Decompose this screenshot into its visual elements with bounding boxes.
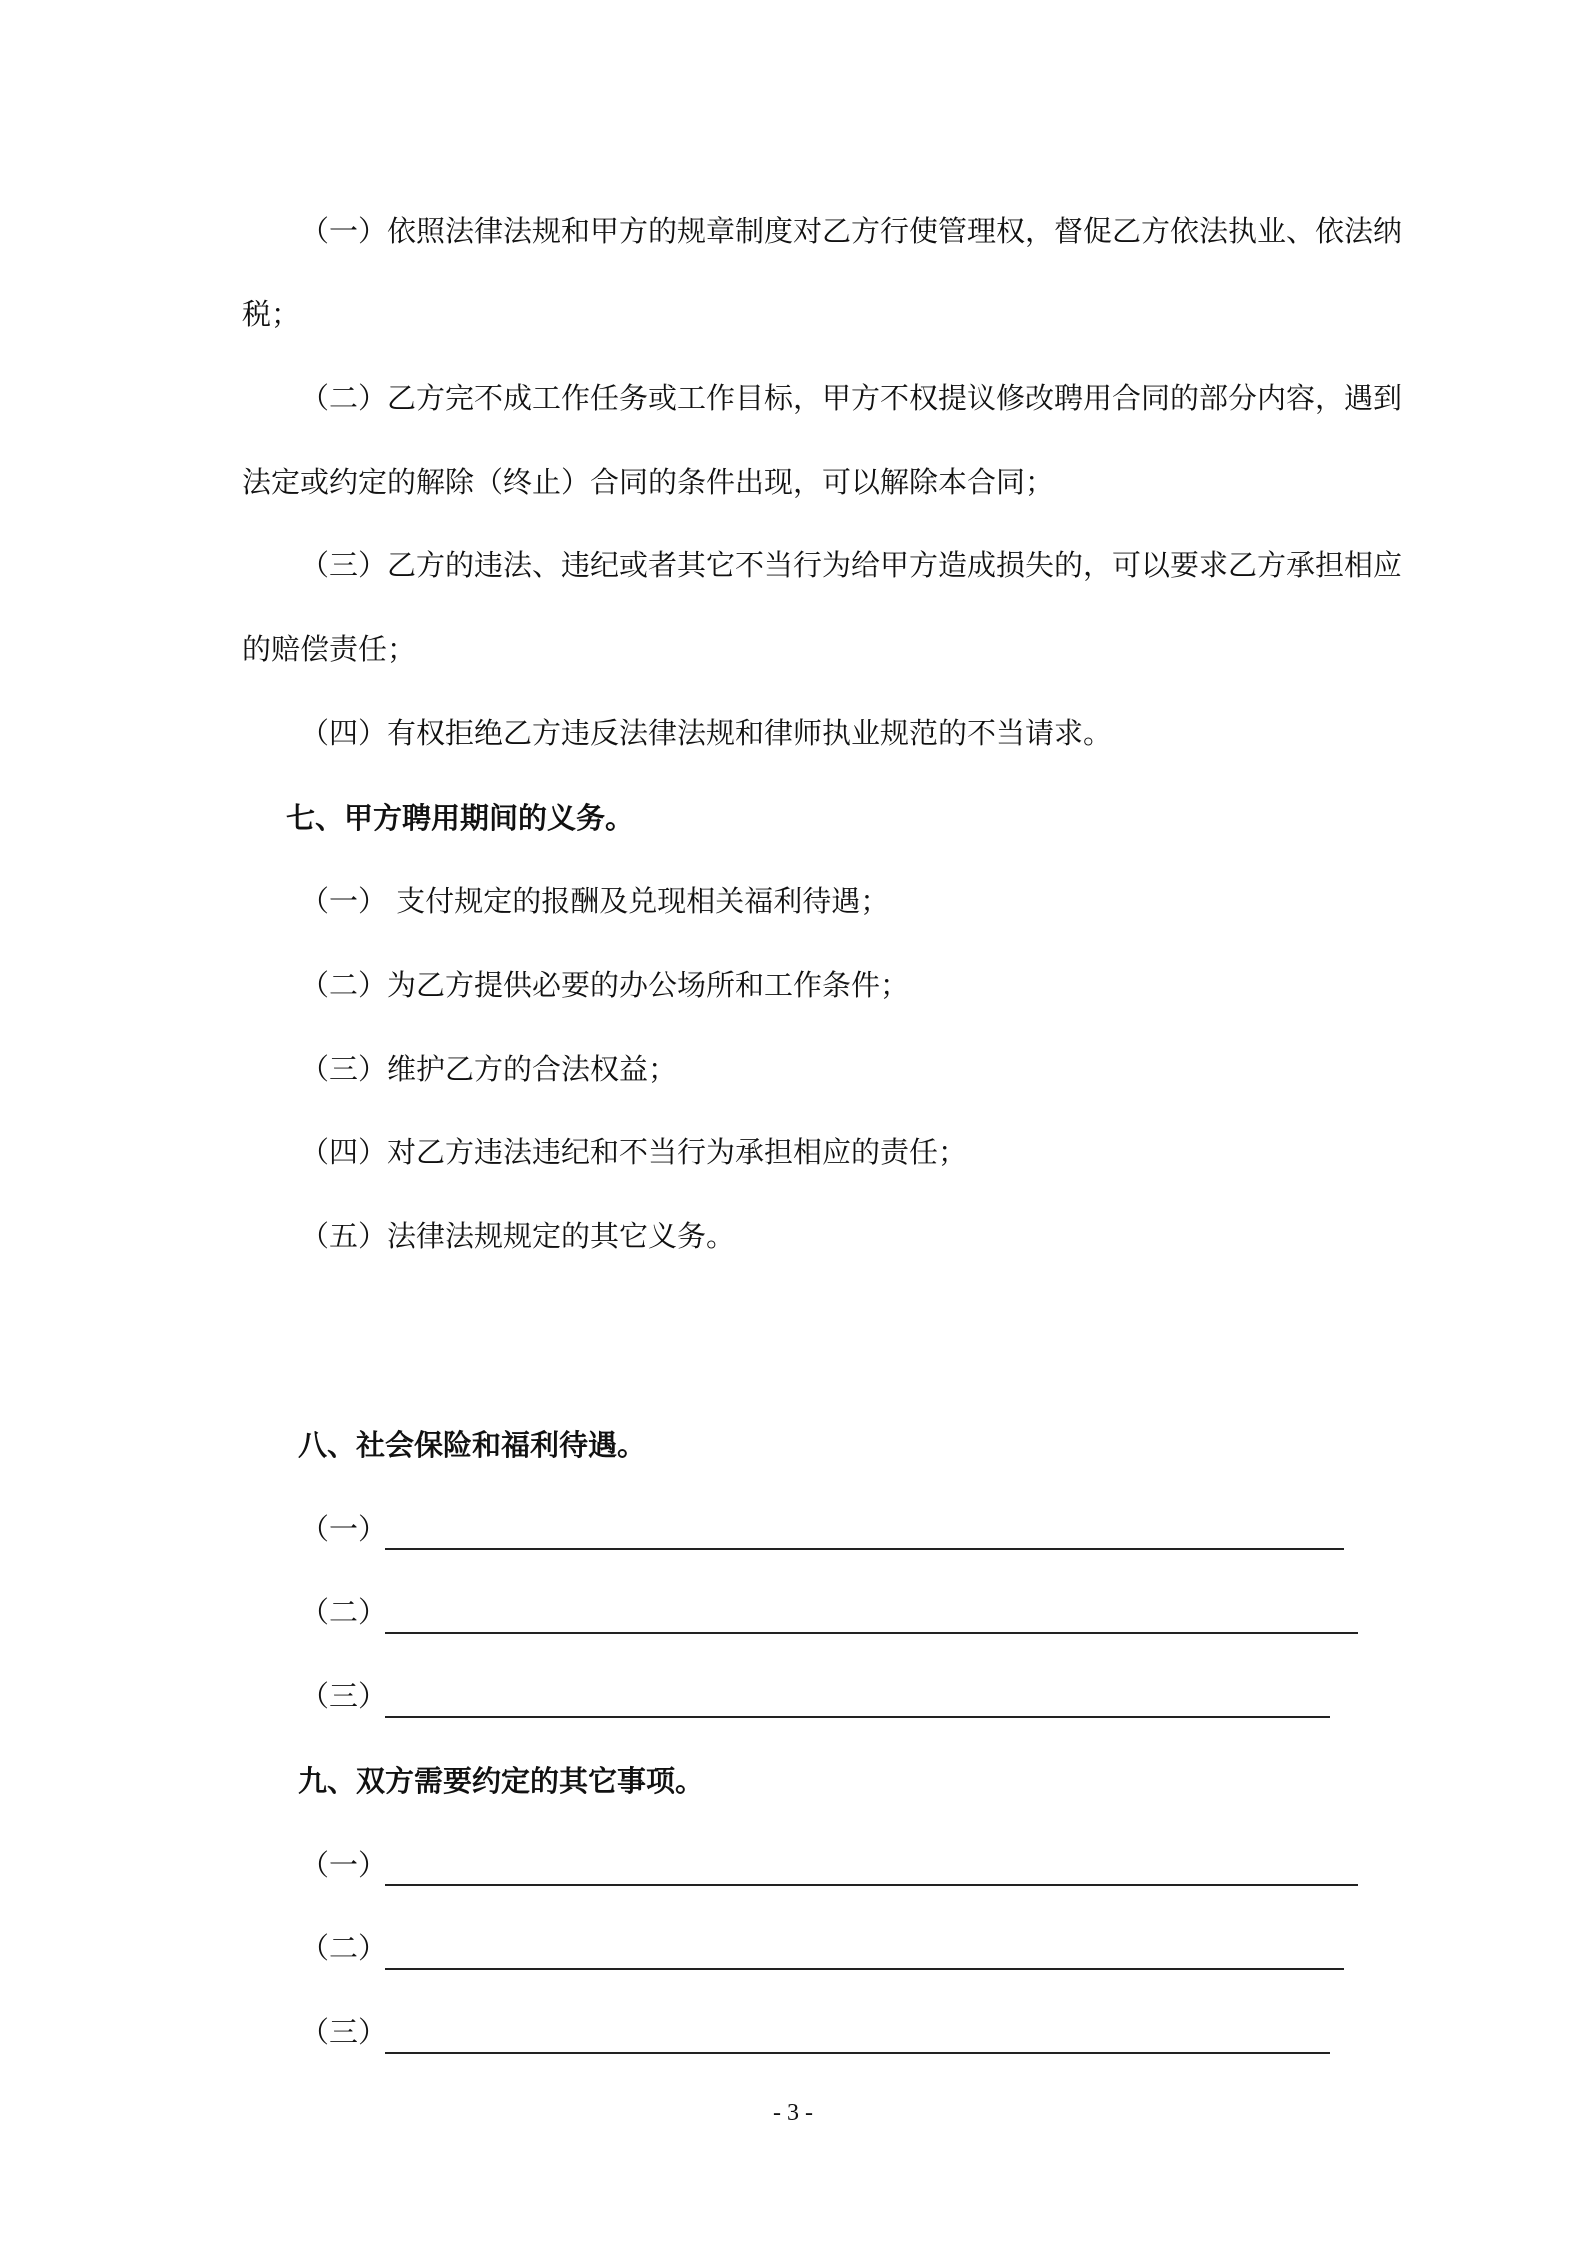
rights-item-2-line2: 法定或约定的解除（终止）合同的条件出现，可以解除本合同；: [242, 465, 1055, 499]
section-8-blank-2-line[interactable]: [385, 1632, 1358, 1634]
rights-item-2-line1: （二）乙方完不成工作任务或工作目标，甲方不权提议修改聘用合同的部分内容，遇到: [300, 381, 1403, 415]
section-8-blank-2-label: （二）: [300, 1595, 388, 1629]
section-7-item-5: （五）法律法规规定的其它义务。: [300, 1219, 736, 1253]
section-9-blank-2-line[interactable]: [385, 1968, 1344, 1970]
section-7-item-4: （四）对乙方违法违纪和不当行为承担相应的责任；: [300, 1135, 968, 1169]
section-8-blank-1-line[interactable]: [385, 1548, 1344, 1550]
section-7-item-3: （三）维护乙方的合法权益；: [300, 1052, 678, 1086]
section-9-blank-2-label: （二）: [300, 1931, 388, 1965]
rights-item-4: （四）有权拒绝乙方违反法律法规和律师执业规范的不当请求。: [300, 716, 1113, 750]
section-9-blank-1-line[interactable]: [385, 1884, 1358, 1886]
section-7-heading: 七、甲方聘用期间的义务。: [286, 801, 635, 835]
section-8-blank-1-label: （一）: [300, 1512, 388, 1546]
section-8-blank-3-line[interactable]: [385, 1716, 1330, 1718]
section-7-item-1: （一） 支付规定的报酬及兑现相关福利待遇；: [300, 884, 890, 918]
section-8-heading: 八、社会保险和福利待遇。: [298, 1428, 647, 1462]
rights-item-1-line2: 税；: [242, 297, 301, 331]
section-8-blank-3-label: （三）: [300, 1679, 388, 1713]
section-9-blank-1-label: （一）: [300, 1848, 388, 1882]
rights-item-3-line2: 的赔偿责任；: [242, 632, 417, 666]
section-9-blank-3-label: （三）: [300, 2015, 388, 2049]
rights-item-3-line1: （三）乙方的违法、违纪或者其它不当行为给甲方造成损失的，可以要求乙方承担相应: [300, 548, 1403, 582]
section-9-blank-3-line[interactable]: [385, 2052, 1330, 2054]
page-number: - 3 -: [773, 2100, 813, 2126]
section-9-heading: 九、双方需要约定的其它事项。: [298, 1764, 705, 1798]
rights-item-1-line1: （一）依照法律法规和甲方的规章制度对乙方行使管理权，督促乙方依法执业、依法纳: [300, 214, 1403, 248]
section-7-item-2: （二）为乙方提供必要的办公场所和工作条件；: [300, 968, 910, 1002]
